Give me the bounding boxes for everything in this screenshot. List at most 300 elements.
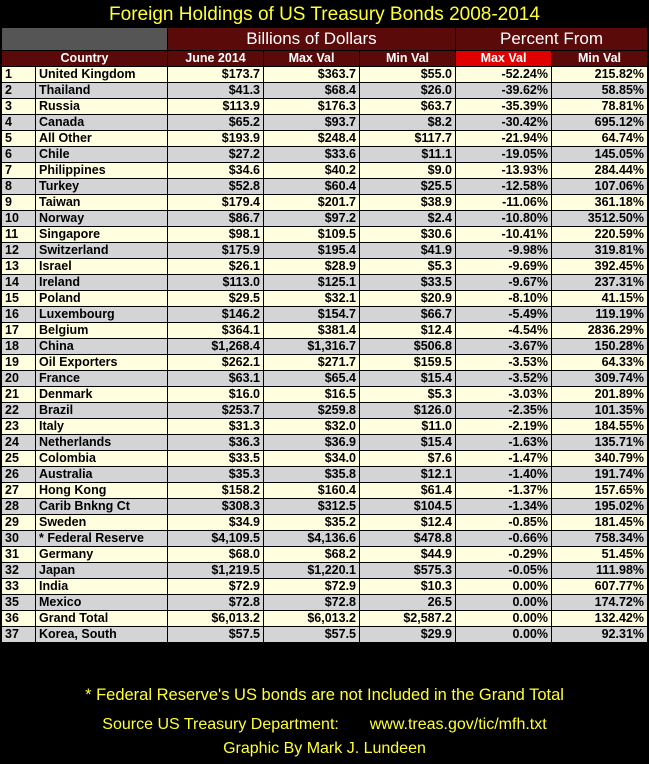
max-val-cell: $68.2: [264, 547, 360, 563]
min-val-cell: $506.8: [360, 339, 456, 355]
max-val-cell: $160.4: [264, 483, 360, 499]
country-cell: Singapore: [36, 227, 168, 243]
min-val-cell: $5.3: [360, 259, 456, 275]
pct-from-min-cell: 220.59%: [552, 227, 648, 243]
max-val-cell: $35.2: [264, 515, 360, 531]
min-val-cell: $12.4: [360, 323, 456, 339]
max-val-cell: $195.4: [264, 243, 360, 259]
pct-from-min-cell: 361.18%: [552, 195, 648, 211]
rank-cell: 14: [2, 275, 36, 291]
pct-from-max-cell: -9.69%: [456, 259, 552, 275]
pct-from-max-cell: -0.85%: [456, 515, 552, 531]
max-val-cell: $154.7: [264, 307, 360, 323]
pct-from-min-cell: 51.45%: [552, 547, 648, 563]
table-row: [2, 595, 648, 611]
pct-from-max-cell: -2.35%: [456, 403, 552, 419]
country-cell: * Federal Reserve: [36, 531, 168, 547]
table-row: [2, 499, 648, 515]
chart-title: Foreign Holdings of US Treasury Bonds 2008-2014: [109, 4, 540, 25]
min-val-cell: $33.5: [360, 275, 456, 291]
column-header-pct-min-val: Min Val: [552, 51, 648, 67]
pct-from-max-cell: -0.66%: [456, 531, 552, 547]
pct-from-min-cell: 145.05%: [552, 147, 648, 163]
june-2014-cell: $179.4: [168, 195, 264, 211]
credit-line: Graphic By Mark J. Lundeen: [223, 740, 426, 757]
table-row: [2, 371, 648, 387]
min-val-cell: $25.5: [360, 179, 456, 195]
pct-from-min-cell: 181.45%: [552, 515, 648, 531]
rank-cell: 29: [2, 515, 36, 531]
min-val-cell: 26.5: [360, 595, 456, 611]
min-val-cell: $575.3: [360, 563, 456, 579]
rank-cell: 6: [2, 147, 36, 163]
pct-from-min-cell: 3512.50%: [552, 211, 648, 227]
june-2014-cell: $41.3: [168, 83, 264, 99]
pct-from-min-cell: 607.77%: [552, 579, 648, 595]
june-2014-cell: $6,013.2: [168, 611, 264, 627]
pct-from-min-cell: 319.81%: [552, 243, 648, 259]
min-val-cell: $55.0: [360, 67, 456, 83]
pct-from-max-cell: -12.58%: [456, 179, 552, 195]
table-row: [2, 227, 648, 243]
min-val-cell: $10.3: [360, 579, 456, 595]
min-val-cell: $126.0: [360, 403, 456, 419]
max-val-cell: $72.8: [264, 595, 360, 611]
june-2014-cell: $158.2: [168, 483, 264, 499]
country-cell: Norway: [36, 211, 168, 227]
country-cell: Thailand: [36, 83, 168, 99]
rank-cell: 25: [2, 451, 36, 467]
pct-from-max-cell: -21.94%: [456, 131, 552, 147]
country-cell: Germany: [36, 547, 168, 563]
table-row: [2, 355, 648, 371]
pct-from-min-cell: 215.82%: [552, 67, 648, 83]
min-val-cell: $7.6: [360, 451, 456, 467]
column-header-max-val: Max Val: [264, 51, 360, 67]
june-2014-cell: $29.5: [168, 291, 264, 307]
table-row: [2, 67, 648, 83]
country-cell: Italy: [36, 419, 168, 435]
min-val-cell: $12.4: [360, 515, 456, 531]
max-val-cell: $34.0: [264, 451, 360, 467]
rank-cell: 7: [2, 163, 36, 179]
min-val-cell: $11.1: [360, 147, 456, 163]
country-cell: France: [36, 371, 168, 387]
pct-from-min-cell: 2836.29%: [552, 323, 648, 339]
country-cell: Hong Kong: [36, 483, 168, 499]
table-row: [2, 467, 648, 483]
max-val-cell: $60.4: [264, 179, 360, 195]
min-val-cell: $61.4: [360, 483, 456, 499]
min-val-cell: $104.5: [360, 499, 456, 515]
pct-from-min-cell: 174.72%: [552, 595, 648, 611]
pct-from-max-cell: -1.34%: [456, 499, 552, 515]
table-row: [2, 259, 648, 275]
rank-cell: 32: [2, 563, 36, 579]
max-val-cell: $201.7: [264, 195, 360, 211]
source-url: www.treas.gov/tic/mfh.txt: [369, 716, 547, 733]
country-cell: Chile: [36, 147, 168, 163]
rank-cell: 1: [2, 67, 36, 83]
max-val-cell: $381.4: [264, 323, 360, 339]
min-val-cell: $478.8: [360, 531, 456, 547]
june-2014-cell: $146.2: [168, 307, 264, 323]
country-cell: All Other: [36, 131, 168, 147]
country-cell: Korea, South: [36, 627, 168, 643]
pct-from-min-cell: 135.71%: [552, 435, 648, 451]
pct-from-min-cell: 119.19%: [552, 307, 648, 323]
country-cell: Carib Bnkng Ct: [36, 499, 168, 515]
june-2014-cell: $57.5: [168, 627, 264, 643]
rank-cell: 9: [2, 195, 36, 211]
country-cell: Philippines: [36, 163, 168, 179]
june-2014-cell: $72.8: [168, 595, 264, 611]
min-val-cell: $26.0: [360, 83, 456, 99]
table-row: [2, 243, 648, 259]
pct-from-min-cell: 284.44%: [552, 163, 648, 179]
june-2014-cell: $35.3: [168, 467, 264, 483]
table-row: [2, 515, 648, 531]
pct-from-min-cell: 150.28%: [552, 339, 648, 355]
rank-cell: 24: [2, 435, 36, 451]
min-val-cell: $159.5: [360, 355, 456, 371]
country-cell: Oil Exporters: [36, 355, 168, 371]
min-val-cell: $8.2: [360, 115, 456, 131]
table-row: [2, 163, 648, 179]
table-row: [2, 131, 648, 147]
min-val-cell: $117.7: [360, 131, 456, 147]
country-cell: Brazil: [36, 403, 168, 419]
max-val-cell: $4,136.6: [264, 531, 360, 547]
pct-from-min-cell: 111.98%: [552, 563, 648, 579]
rank-cell: 35: [2, 595, 36, 611]
blank-header-cell: [2, 28, 168, 51]
max-val-cell: $65.4: [264, 371, 360, 387]
rank-cell: 13: [2, 259, 36, 275]
pct-from-max-cell: -1.40%: [456, 467, 552, 483]
pct-from-min-cell: 78.81%: [552, 99, 648, 115]
june-2014-cell: $63.1: [168, 371, 264, 387]
min-val-cell: $20.9: [360, 291, 456, 307]
min-val-cell: $38.9: [360, 195, 456, 211]
table-row: [2, 99, 648, 115]
min-val-cell: $30.6: [360, 227, 456, 243]
table-row: [2, 451, 648, 467]
rank-cell: 8: [2, 179, 36, 195]
country-cell: Canada: [36, 115, 168, 131]
rank-cell: 30: [2, 531, 36, 547]
pct-from-max-cell: -39.62%: [456, 83, 552, 99]
max-val-cell: $363.7: [264, 67, 360, 83]
min-val-cell: $15.4: [360, 371, 456, 387]
june-2014-cell: $1,219.5: [168, 563, 264, 579]
max-val-cell: $271.7: [264, 355, 360, 371]
min-val-cell: $63.7: [360, 99, 456, 115]
pct-from-max-cell: 0.00%: [456, 579, 552, 595]
max-val-cell: $259.8: [264, 403, 360, 419]
source-line: [0, 713, 649, 737]
max-val-cell: $93.7: [264, 115, 360, 131]
rank-cell: 15: [2, 291, 36, 307]
table-row: [2, 147, 648, 163]
country-cell: Mexico: [36, 595, 168, 611]
country-cell: Turkey: [36, 179, 168, 195]
june-2014-cell: $173.7: [168, 67, 264, 83]
max-val-cell: $32.0: [264, 419, 360, 435]
max-val-cell: $97.2: [264, 211, 360, 227]
max-val-cell: $40.2: [264, 163, 360, 179]
max-val-cell: $125.1: [264, 275, 360, 291]
country-cell: Taiwan: [36, 195, 168, 211]
min-val-cell: $66.7: [360, 307, 456, 323]
max-val-cell: $28.9: [264, 259, 360, 275]
min-val-cell: $15.4: [360, 435, 456, 451]
table-row: [2, 403, 648, 419]
pct-from-max-cell: -1.47%: [456, 451, 552, 467]
pct-from-max-cell: -2.19%: [456, 419, 552, 435]
holdings-table: [1, 27, 648, 643]
table-row: [2, 211, 648, 227]
pct-from-max-cell: -3.67%: [456, 339, 552, 355]
table-row: [2, 179, 648, 195]
pct-from-min-cell: 237.31%: [552, 275, 648, 291]
rank-cell: 22: [2, 403, 36, 419]
june-2014-cell: $65.2: [168, 115, 264, 131]
rank-cell: 37: [2, 627, 36, 643]
column-header-row: [2, 51, 648, 67]
table-row: [2, 435, 648, 451]
max-val-cell: $68.4: [264, 83, 360, 99]
pct-from-max-cell: -8.10%: [456, 291, 552, 307]
table-row: [2, 291, 648, 307]
june-2014-cell: $308.3: [168, 499, 264, 515]
june-2014-cell: $193.9: [168, 131, 264, 147]
group-header-row: [2, 28, 648, 51]
pct-from-max-cell: -1.37%: [456, 483, 552, 499]
table-row: [2, 419, 648, 435]
pct-from-min-cell: 201.89%: [552, 387, 648, 403]
max-val-cell: $32.1: [264, 291, 360, 307]
pct-from-min-cell: 309.74%: [552, 371, 648, 387]
pct-from-min-cell: 64.33%: [552, 355, 648, 371]
table-row: [2, 531, 648, 547]
june-2014-cell: $98.1: [168, 227, 264, 243]
footer: [0, 713, 649, 761]
pct-from-max-cell: -10.80%: [456, 211, 552, 227]
june-2014-cell: $113.9: [168, 99, 264, 115]
column-header-pct-max-val: Max Val: [456, 51, 552, 67]
pct-from-max-cell: -11.06%: [456, 195, 552, 211]
rank-cell: 11: [2, 227, 36, 243]
pct-from-max-cell: -13.93%: [456, 163, 552, 179]
max-val-cell: $35.8: [264, 467, 360, 483]
table-row: [2, 115, 648, 131]
pct-from-max-cell: -19.05%: [456, 147, 552, 163]
max-val-cell: $33.6: [264, 147, 360, 163]
pct-from-min-cell: 340.79%: [552, 451, 648, 467]
pct-from-min-cell: 132.42%: [552, 611, 648, 627]
column-header-june-2014: June 2014: [168, 51, 264, 67]
june-2014-cell: $86.7: [168, 211, 264, 227]
pct-from-max-cell: -0.29%: [456, 547, 552, 563]
table-row: [2, 387, 648, 403]
pct-from-min-cell: 195.02%: [552, 499, 648, 515]
pct-from-min-cell: 157.65%: [552, 483, 648, 499]
rank-cell: 20: [2, 371, 36, 387]
june-2014-cell: $72.9: [168, 579, 264, 595]
pct-from-max-cell: -3.53%: [456, 355, 552, 371]
june-2014-cell: $4,109.5: [168, 531, 264, 547]
pct-from-min-cell: 101.35%: [552, 403, 648, 419]
min-val-cell: $2,587.2: [360, 611, 456, 627]
table-row: [2, 627, 648, 643]
max-val-cell: $1,316.7: [264, 339, 360, 355]
max-val-cell: $57.5: [264, 627, 360, 643]
country-cell: Poland: [36, 291, 168, 307]
rank-cell: 23: [2, 419, 36, 435]
country-cell: Switzerland: [36, 243, 168, 259]
rank-cell: 27: [2, 483, 36, 499]
table-row: [2, 275, 648, 291]
rank-cell: 5: [2, 131, 36, 147]
pct-from-max-cell: 0.00%: [456, 611, 552, 627]
rank-cell: 3: [2, 99, 36, 115]
table-row: [2, 195, 648, 211]
group-header-billions: Billions of Dollars: [168, 28, 456, 51]
table-row: [2, 483, 648, 499]
min-val-cell: $11.0: [360, 419, 456, 435]
country-cell: India: [36, 579, 168, 595]
column-header-min-val: Min Val: [360, 51, 456, 67]
june-2014-cell: $52.8: [168, 179, 264, 195]
pct-from-max-cell: -4.54%: [456, 323, 552, 339]
pct-from-max-cell: -52.24%: [456, 67, 552, 83]
rank-cell: 18: [2, 339, 36, 355]
max-val-cell: $312.5: [264, 499, 360, 515]
table-row: [2, 547, 648, 563]
pct-from-max-cell: -35.39%: [456, 99, 552, 115]
table-row: [2, 563, 648, 579]
june-2014-cell: $113.0: [168, 275, 264, 291]
country-cell: United Kingdom: [36, 67, 168, 83]
june-2014-cell: $33.5: [168, 451, 264, 467]
country-cell: Colombia: [36, 451, 168, 467]
rank-cell: 33: [2, 579, 36, 595]
country-cell: Japan: [36, 563, 168, 579]
rank-cell: 26: [2, 467, 36, 483]
june-2014-cell: $262.1: [168, 355, 264, 371]
june-2014-cell: $364.1: [168, 323, 264, 339]
june-2014-cell: $27.2: [168, 147, 264, 163]
min-val-cell: $29.9: [360, 627, 456, 643]
rank-cell: 28: [2, 499, 36, 515]
june-2014-cell: $36.3: [168, 435, 264, 451]
pct-from-max-cell: -0.05%: [456, 563, 552, 579]
rank-cell: 17: [2, 323, 36, 339]
june-2014-cell: $1,268.4: [168, 339, 264, 355]
pct-from-min-cell: 107.06%: [552, 179, 648, 195]
country-cell: Ireland: [36, 275, 168, 291]
rank-cell: 2: [2, 83, 36, 99]
pct-from-min-cell: 58.85%: [552, 83, 648, 99]
june-2014-cell: $16.0: [168, 387, 264, 403]
max-val-cell: $6,013.2: [264, 611, 360, 627]
pct-from-min-cell: 64.74%: [552, 131, 648, 147]
rank-cell: 36: [2, 611, 36, 627]
pct-from-max-cell: 0.00%: [456, 627, 552, 643]
column-header-country: Country: [2, 51, 168, 67]
table-row: [2, 339, 648, 355]
max-val-cell: $36.9: [264, 435, 360, 451]
june-2014-cell: $253.7: [168, 403, 264, 419]
rank-cell: 16: [2, 307, 36, 323]
table-row: [2, 323, 648, 339]
max-val-cell: $248.4: [264, 131, 360, 147]
pct-from-max-cell: -3.52%: [456, 371, 552, 387]
country-cell: Denmark: [36, 387, 168, 403]
june-2014-cell: $31.3: [168, 419, 264, 435]
max-val-cell: $109.5: [264, 227, 360, 243]
june-2014-cell: $34.9: [168, 515, 264, 531]
country-cell: Belgium: [36, 323, 168, 339]
country-cell: Russia: [36, 99, 168, 115]
pct-from-min-cell: 92.31%: [552, 627, 648, 643]
min-val-cell: $44.9: [360, 547, 456, 563]
rank-cell: 12: [2, 243, 36, 259]
pct-from-max-cell: -9.67%: [456, 275, 552, 291]
country-cell: Grand Total: [36, 611, 168, 627]
pct-from-min-cell: 184.55%: [552, 419, 648, 435]
table-row: [2, 579, 648, 595]
footnote: * Federal Reserve's US bonds are not Included in the Grand Total: [85, 686, 564, 704]
rank-cell: 19: [2, 355, 36, 371]
june-2014-cell: $175.9: [168, 243, 264, 259]
pct-from-max-cell: -3.03%: [456, 387, 552, 403]
country-cell: Australia: [36, 467, 168, 483]
pct-from-min-cell: 392.45%: [552, 259, 648, 275]
min-val-cell: $41.9: [360, 243, 456, 259]
pct-from-max-cell: -1.63%: [456, 435, 552, 451]
table-row: [2, 611, 648, 627]
max-val-cell: $176.3: [264, 99, 360, 115]
table-row: [2, 307, 648, 323]
country-cell: Luxembourg: [36, 307, 168, 323]
min-val-cell: $9.0: [360, 163, 456, 179]
pct-from-min-cell: 191.74%: [552, 467, 648, 483]
pct-from-min-cell: 41.15%: [552, 291, 648, 307]
country-cell: China: [36, 339, 168, 355]
june-2014-cell: $26.1: [168, 259, 264, 275]
pct-from-min-cell: 695.12%: [552, 115, 648, 131]
rank-cell: 21: [2, 387, 36, 403]
pct-from-min-cell: 758.34%: [552, 531, 648, 547]
rank-cell: 4: [2, 115, 36, 131]
source-label: Source US Treasury Department:: [102, 716, 339, 733]
min-val-cell: $2.4: [360, 211, 456, 227]
max-val-cell: $16.5: [264, 387, 360, 403]
country-cell: Israel: [36, 259, 168, 275]
rank-cell: 10: [2, 211, 36, 227]
june-2014-cell: $34.6: [168, 163, 264, 179]
max-val-cell: $1,220.1: [264, 563, 360, 579]
pct-from-max-cell: -10.41%: [456, 227, 552, 243]
pct-from-max-cell: -30.42%: [456, 115, 552, 131]
pct-from-max-cell: -9.98%: [456, 243, 552, 259]
pct-from-max-cell: -5.49%: [456, 307, 552, 323]
min-val-cell: $5.3: [360, 387, 456, 403]
pct-from-max-cell: 0.00%: [456, 595, 552, 611]
country-cell: Netherlands: [36, 435, 168, 451]
